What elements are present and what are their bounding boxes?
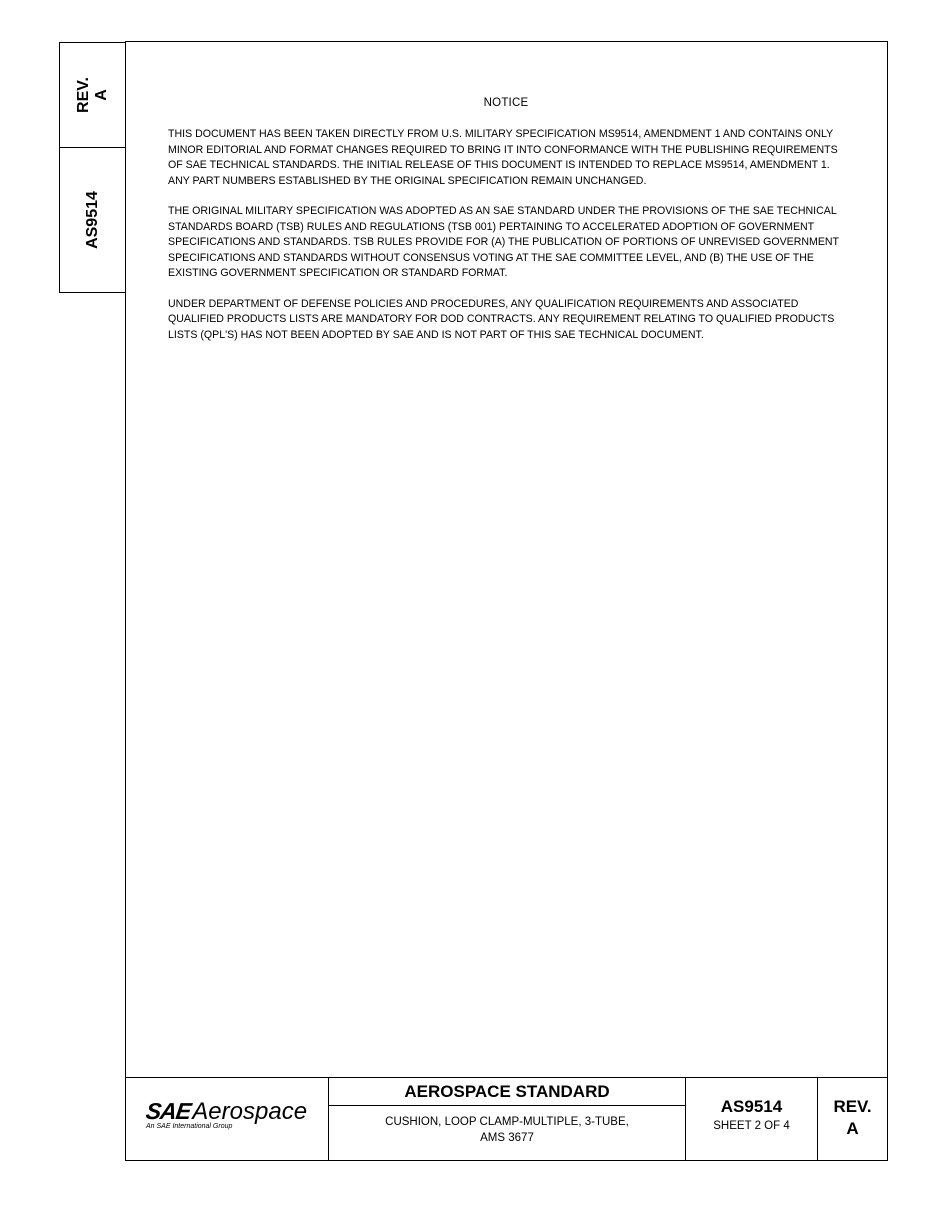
sae-aerospace-logo	[146, 1098, 307, 1126]
logo-aerospace-text: Aerospace	[192, 1098, 308, 1125]
title-block-doc-cell	[686, 1078, 818, 1160]
notice-body	[168, 127, 848, 358]
side-rev-value: A	[93, 89, 110, 101]
side-rev-cell	[60, 43, 126, 147]
standard-heading: AEROSPACE STANDARD	[329, 1078, 685, 1106]
rev-label: REV.	[833, 1097, 872, 1116]
title-block-logo-cell	[126, 1078, 329, 1160]
standard-description	[329, 1114, 685, 1146]
logo-sae-text: SAE	[144, 1098, 193, 1124]
notice-paragraph-3: UNDER DEPARTMENT OF DEFENSE POLICIES AND PROCEDURES, ANY QUALIFICATION REQUIREMENTS AND ASSOCIATED QUALIFIED PRODUCTS LISTS ARE MANDATORY FOR DOD CONTRACTS. ANY REQUIREMENT RELATING TO QUALIFIED PRODUCTS LISTS (QPL'S) HAS NOT BEEN ADOPTED BY SAE AND IS NOT PART OF THIS SAE TECHNICAL DOCUMENT.	[168, 297, 835, 341]
title-block-rev-cell	[818, 1078, 887, 1160]
side-rev-label: REV.	[75, 77, 92, 113]
rev-value: A	[846, 1119, 859, 1138]
doc-number: AS9514	[720, 1097, 783, 1116]
sheet-number: SHEET 2 OF 4	[713, 1120, 790, 1132]
title-block	[125, 1077, 888, 1161]
side-doc-number-cell	[60, 148, 126, 294]
side-rev-text	[75, 77, 111, 113]
description-line-1: CUSHION, LOOP CLAMP-MULTIPLE, 3-TUBE,	[385, 1116, 629, 1128]
notice-title: NOTICE	[483, 97, 529, 109]
notice-paragraph-2: THE ORIGINAL MILITARY SPECIFICATION WAS ADOPTED AS AN SAE STANDARD UNDER THE PROVISIONS OF THE SAE TECHNICAL STANDARDS BOARD (TSB) RULES AND REGULATIONS (TSB 001) PERTAINING TO ACCELERATED ADOPTION OF GOVERNMENT SPECIFICATIONS AND STANDARDS. TSB RULES PROVIDE FOR (A) THE PUBLICATION OF PORTIONS OF UNREVISED GOVERNMENT SPECIFICATIONS AND STANDARDS WITHOUT CONSENSUS VOTING AT THE SAE COMMITTEE LEVEL, AND (B) THE USE OF THE EXISTING GOVERNMENT SPECIFICATION OR STANDARD FORMAT.	[168, 205, 839, 279]
title-block-title-cell	[329, 1078, 686, 1160]
notice-paragraph-1: THIS DOCUMENT HAS BEEN TAKEN DIRECTLY FROM U.S. MILITARY SPECIFICATION MS9514, AMENDMENT 1 AND CONTAINS ONLY MINOR EDITORIAL AND FORMAT CHANGES REQUIRED TO BRING IT INTO CONFORMANCE WITH THE PUBLISHING REQUIREMENTS OF SAE TECHNICAL STANDARDS. THE INITIAL RELEASE OF THIS DOCUMENT IS INTENDED TO REPLACE MS9514, AMENDMENT 1. ANY PART NUMBERS ESTABLISHED BY THE ORIGINAL SPECIFICATION REMAIN UNCHANGED.	[168, 128, 838, 187]
side-revision-tab	[59, 42, 126, 293]
description-line-2: AMS 3677	[480, 1132, 534, 1144]
logo-tagline: An SAE International Group	[146, 1123, 233, 1130]
side-doc-number: AS9514	[84, 191, 101, 249]
